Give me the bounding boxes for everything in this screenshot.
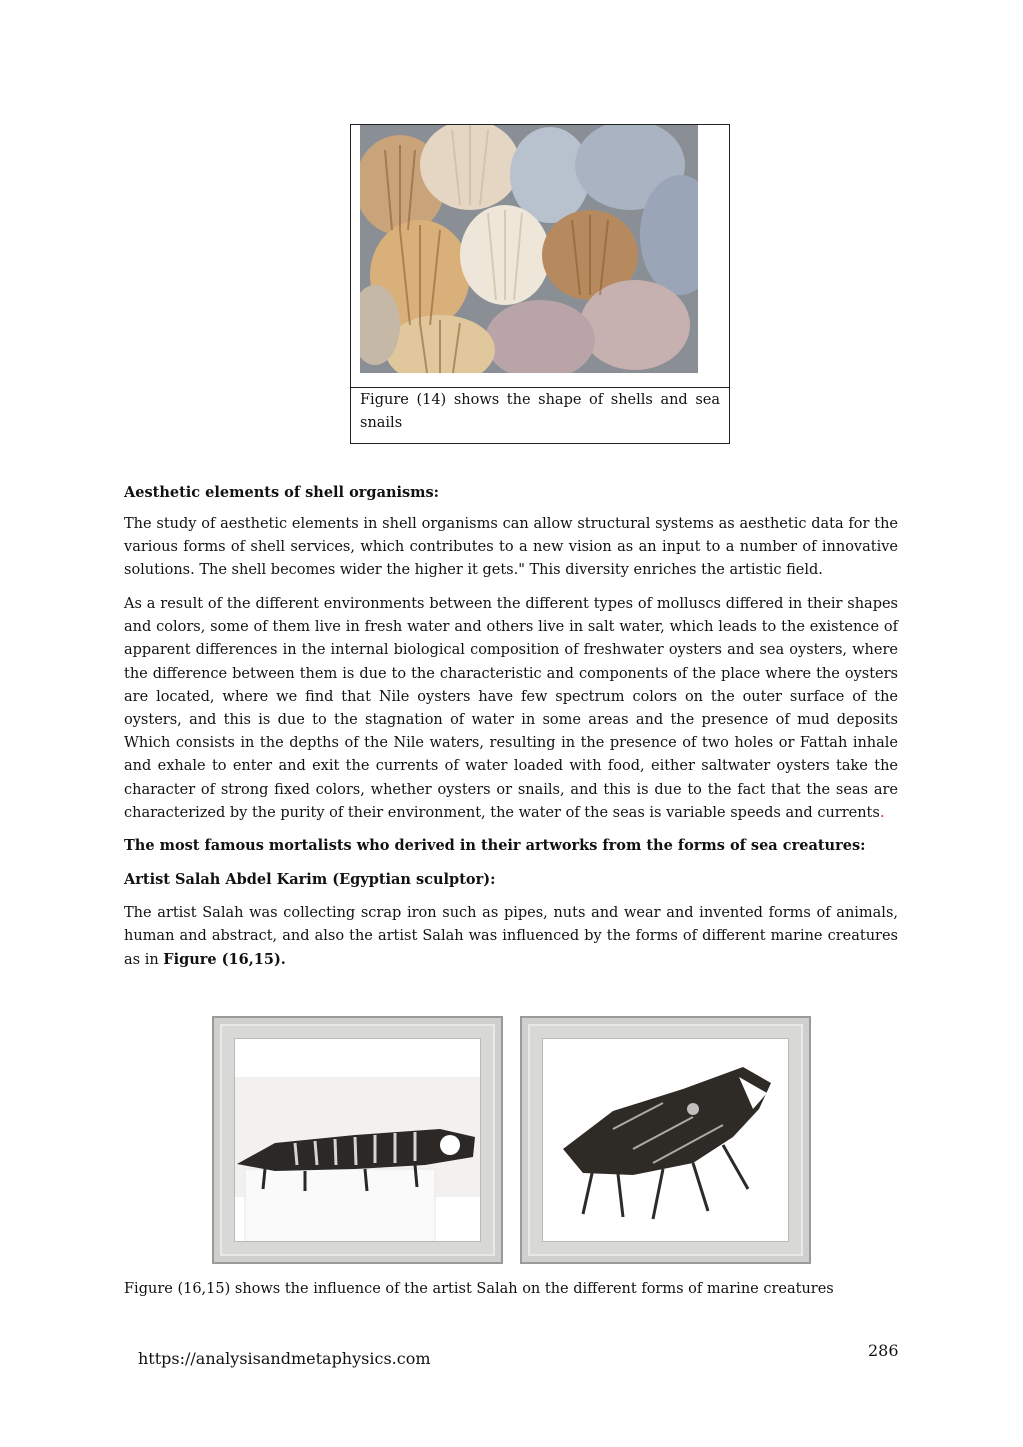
- paragraph-artist-salah-text: The artist Salah was collecting scrap iron such as pipes, nuts and wear and invented forms of animals, human and abstract, and also the artist Salah was influenced by the forms of different marine creatures as in: [124, 905, 898, 969]
- shells-photo: [360, 125, 698, 373]
- figure-14-box: [350, 124, 730, 444]
- figure-reference: Figure (16,15).: [163, 951, 286, 969]
- page-number: 286: [868, 1341, 899, 1360]
- paragraph-artist-salah: [124, 902, 898, 973]
- sculpture-photo-right: [542, 1038, 789, 1242]
- figure-14-caption: Figure (14) shows the shape of shells and sea snails: [360, 392, 720, 431]
- subheading-artist-salah: Artist Salah Abdel Karim (Egyptian sculptor):: [124, 871, 496, 888]
- paragraph-molluscs-text: As a result of the different environments between the different types of molluscs differed in their shapes and colors, some of them live in fresh water and others live in salt water, which leads to the existence of apparent differences in the internal biological composition of freshwater oysters and sea oysters, where the difference between them is due to the characteristic and components of the place where the oysters are located, where we find that Nile oysters have few spectrum colors on the outer surface of the oysters, and this is due to the stagnation of water in some areas and the presence of mud deposits Which consists in the depths of the Nile waters, resulting in the presence of two holes or Fattah inhale and exhale to enter and exit the currents of water loaded with food, either saltwater oysters take the character of strong fixed colors, whether oysters or snails, and this is due to the fact that the seas are characterized by the purity of their environment, the water of the seas is variable speeds and currents: [124, 596, 898, 821]
- paragraph-end-period: .: [879, 804, 885, 821]
- sculpture-frame-left: [212, 1016, 503, 1264]
- sculpture-frame-right: [520, 1016, 811, 1264]
- section-heading-aesthetic-elements: Aesthetic elements of shell organisms:: [124, 484, 440, 501]
- section-heading-famous-artists: The most famous mortalists who derived in their artworks from the forms of sea creatures:: [124, 837, 866, 854]
- footer-url[interactable]: https://analysisandmetaphysics.com: [138, 1349, 431, 1368]
- paragraph-molluscs-environments: [124, 593, 898, 825]
- figure-16-15-caption: Figure (16,15) shows the influence of the artist Salah on the different forms of marine creatures: [124, 1281, 834, 1297]
- figure-caption-divider: [351, 387, 729, 388]
- paragraph-aesthetic-study: The study of aesthetic elements in shell organisms can allow structural systems as aesthetic data for the various forms of shell services, which contributes to a new vision as an input to a number of innovative solutions. The shell becomes wider the higher it gets." This diversity enriches the artistic field.: [124, 516, 898, 579]
- sculpture-photo-left: [234, 1038, 481, 1242]
